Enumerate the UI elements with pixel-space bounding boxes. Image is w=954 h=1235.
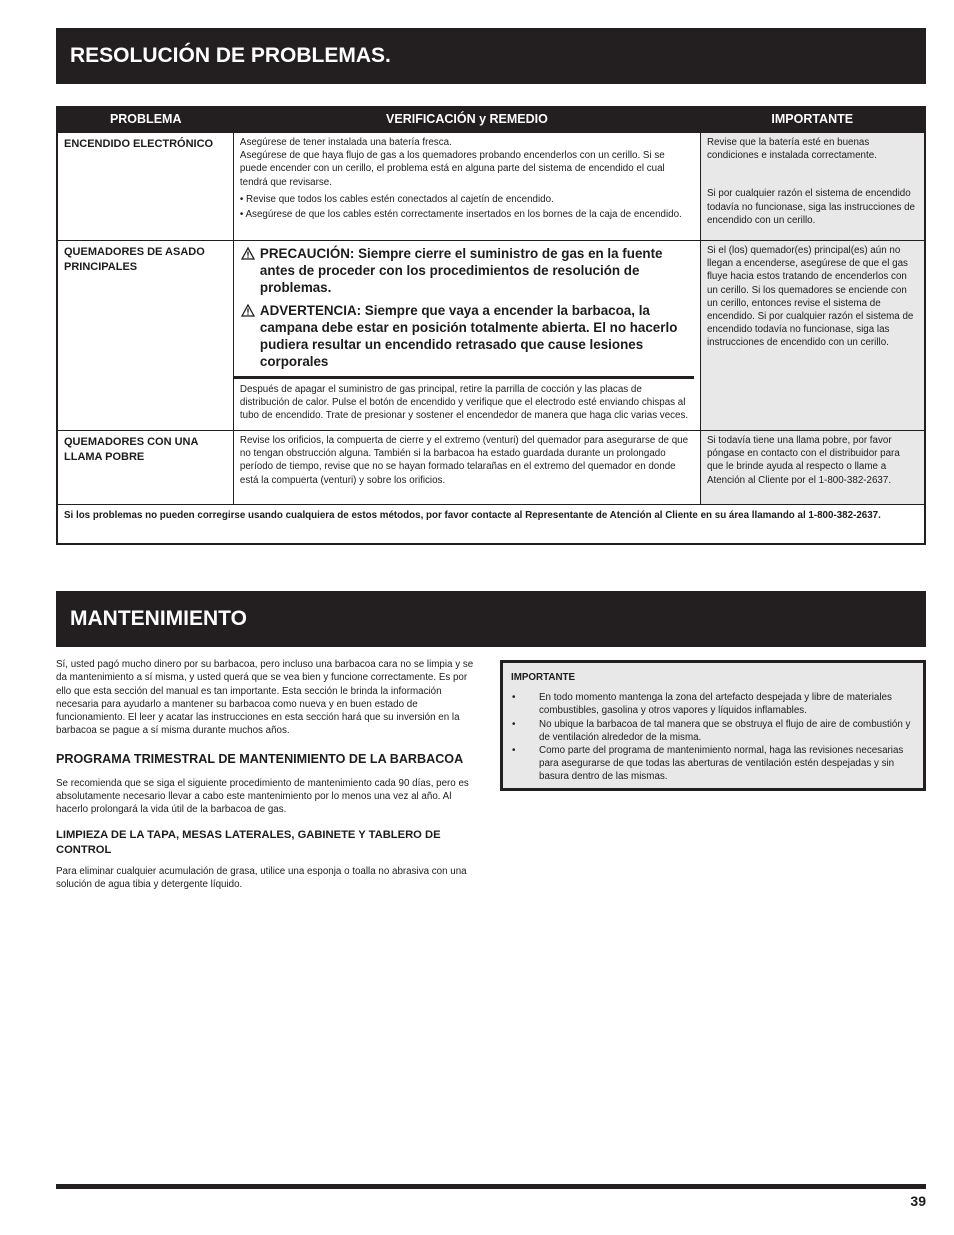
cleaning-heading: LIMPIEZA DE LA TAPA, MESAS LATERALES, GABINETE Y TABLERO DE CONTROL <box>56 828 441 857</box>
bottom-rule <box>56 1184 926 1189</box>
page-number: 39 <box>910 1193 926 1209</box>
important-box-title: IMPORTANTE <box>511 672 576 683</box>
troubleshooting-table <box>56 106 926 545</box>
remedy-bullet: • Asegúrese de que los cables estén correctamente insertados en los bornes de la caja de encendido. <box>239 209 682 221</box>
important-text: Si todavía tiene una llama pobre, por favor póngase en contacto con el distribuidor para que le brinde ayuda al respecto o llame a Atención al Cliente por el 1-800-382-2637. <box>706 435 900 486</box>
remedy-text: Después de apagar el suministro de gas principal, retire la parrilla de cocción y las placas de distribución de calor. Pulse el botón de encendido y verifique que el electrodo esté enviando chispas al tubo de encendido. Trate de presionar y sostener el encendedor de manera que haga clic varias veces. <box>239 384 689 422</box>
maintenance-title: MANTENIMIENTO <box>70 607 247 630</box>
list-item: • Como parte del programa de mantenimiento normal, haga las revisiones necesarias para asegurarse de que todas las aberturas de ventilación estén despejadas y sin basura dentro de las mismas. <box>511 744 913 784</box>
important-text: Revise que la batería esté en buenas condiciones e instalada correctamente. <box>706 137 877 162</box>
important-cell <box>700 133 925 241</box>
remedy-bullet: • Revise que todos los cables estén conectados al cajetín de encendido. <box>239 193 554 205</box>
warning-text: ADVERTENCIA: Siempre que vaya a encender la barbacoa, la campana debe estar en posición totalmente abierta. El no hacerlo pudiera resultar un encendido retrasado que cause lesiones corporales <box>259 303 678 369</box>
remedy-cell <box>233 133 700 241</box>
table-header-row <box>57 107 925 133</box>
troubleshooting-banner <box>56 28 926 84</box>
problem-cell: QUEMADORES CON UNA LLAMA POBRE <box>57 431 233 505</box>
header-problem: PROBLEMA <box>57 107 233 133</box>
table-footer-row <box>57 505 925 545</box>
problem-cell: ENCENDIDO ELECTRÓNICO <box>57 133 233 241</box>
table-footer: Si los problemas no pueden corregirse usando cualquiera de estos métodos, por favor contacte al Representante de Atención al Cliente en su área llamando al 1-800-382-2637. <box>57 505 925 545</box>
warning-triangle-icon <box>241 247 255 260</box>
important-text: Si por cualquier razón el sistema de encendido todavía no funcionase, siga las instrucciones de encendido con un cerillo. <box>706 188 916 226</box>
table-row <box>57 431 925 505</box>
program-text: Se recomienda que se siga el siguiente procedimiento de mantenimiento cada 90 días, pero es absolutamente necesario llevar a cabo este mantenimiento por lo menos una vez al año. Al hacerlo prolongará la vida útil de la barbacoa de gas. <box>56 777 469 816</box>
maintenance-text-column <box>56 658 481 891</box>
warning-triangle-icon <box>241 304 255 317</box>
header-important: IMPORTANTE <box>700 107 925 133</box>
cleaning-text: Para eliminar cualquier acumulación de grasa, utilice una esponja o toalla no abrasiva con una solución de agua tibia y detergente líquido. <box>56 865 467 890</box>
important-cell <box>700 431 925 505</box>
table-row <box>57 133 925 241</box>
remedy-text: Revise los orificios, la compuerta de cierre y el extremo (venturi) del quemador para asegurarse de que no tengan obstrucción alguna. También si la barbacoa ha estado guardada durante un prolongado período de tiempo, revise que no se hayan formado telarañas en el extremo del quemador en donde está la compuerta (venturi) y sobre los orificios. <box>239 435 689 486</box>
list-item: • En todo momento mantenga la zona del artefacto despejada y libre de materiales combustibles, gasolina y otros vapores y líquidos inflamables. <box>511 691 913 717</box>
important-cell <box>700 241 925 431</box>
maintenance-banner <box>56 591 926 647</box>
important-list <box>511 691 913 783</box>
warning-notice <box>240 302 692 370</box>
remedy-text: Asegúrese de tener instalada una batería fresca. Asegúrese de que haya flujo de gas a los quemadores probando encenderlos con un cerillo. Si se puede encender con un cerillo, el problema está en alguna parte del sistema de encendido el cual tendrá que revisarse. <box>239 137 665 188</box>
table-row <box>57 241 925 431</box>
maintenance-intro: Sí, usted pagó mucho dinero por su barbacoa, pero incluso una barbacoa cara no se limpia y se da mantenimiento a sí misma, y usted querá que se vea bien y funcione correctamente. Es por ello que esta sección del manual es tan importante. Esta sección le brinda la información necesaria para ayudarlo a mantener su barbacoa como nueva y en buen estado de funcionamiento. El leer y acatar las instrucciones en esta sección hará que su inversión en la barbacoa se pague a sí misma durante muchos años. <box>56 659 474 737</box>
important-text: Si el (los) quemador(es) principal(es) aún no llegan a encenderse, asegúrese de que el gas fluye hacia estos tratando de encenderlos con un cerillo. Si los quemadores se enciende con un cerillo, entonces revise el sistema de encendido. Si por cualquier razón el sistema de encendido todavía no funcionase, siga las instrucciones de encendido con un cerillo. <box>706 245 914 349</box>
troubleshooting-title: RESOLUCIÓN DE PROBLEMAS. <box>70 44 391 67</box>
remedy-cell <box>233 241 700 431</box>
header-remedy: VERIFICACIÓN y REMEDIO <box>233 107 700 133</box>
caution-notice <box>240 245 692 296</box>
list-item: • No ubique la barbacoa de tal manera que se obstruya el flujo de aire de combustión y de ventilación alrededor de la misma. <box>511 718 913 744</box>
problem-cell: QUEMADORES DE ASADO PRINCIPALES <box>57 241 233 431</box>
program-heading: PROGRAMA TRIMESTRAL DE MANTENIMIENTO DE LA BARBACOA <box>56 751 464 766</box>
warning-box <box>234 241 694 379</box>
caution-text: PRECAUCIÓN: Siempre cierre el suministro de gas en la fuente antes de proceder con los procedimientos de resolución de problemas. <box>259 246 663 295</box>
important-box <box>500 660 926 791</box>
remedy-cell <box>233 431 700 505</box>
